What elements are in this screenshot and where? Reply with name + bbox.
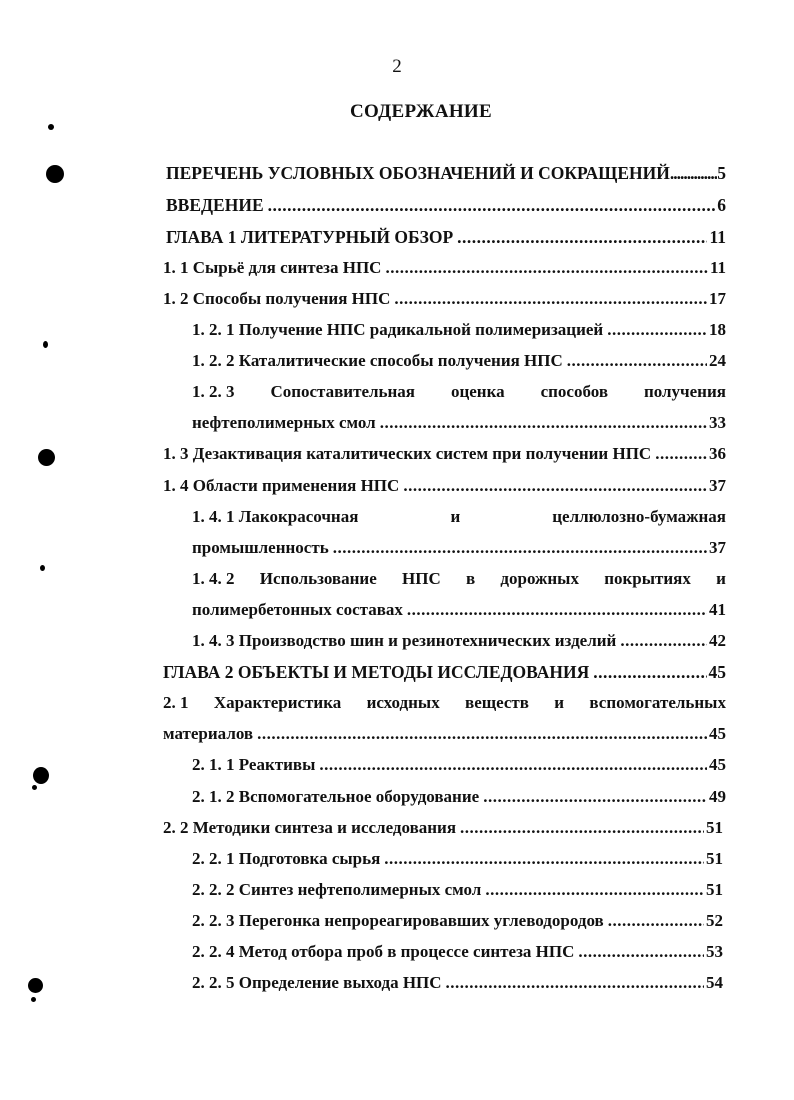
toc-entry-title: промышленность — [192, 538, 329, 557]
toc-entry-page: 37 — [709, 476, 726, 495]
toc-entry[interactable] — [192, 972, 723, 994]
toc-entry-first-line[interactable] — [192, 381, 726, 403]
punch-hole-mark — [28, 978, 43, 993]
toc-entry-first-line[interactable] — [192, 506, 726, 528]
dot-leader — [655, 443, 707, 465]
page-number: 2 — [392, 56, 402, 77]
toc-entry[interactable] — [163, 817, 723, 839]
toc-entry-page: 11 — [709, 258, 726, 277]
toc-entry-page: 49 — [709, 787, 726, 806]
toc-entry-page: 51 — [706, 849, 723, 868]
toc-entry-title: ПЕРЕЧЕНЬ УСЛОВНЫХ ОБОЗНАЧЕНИЙ И СОКРАЩЕНИЙ — [166, 163, 670, 183]
toc-entry-page: 45 — [709, 724, 726, 743]
dot-leader — [380, 412, 707, 434]
dot-leader — [385, 257, 707, 279]
toc-entry-page: 45 — [708, 662, 726, 682]
toc-entry[interactable] — [192, 630, 726, 652]
toc-entry-title: 2. 2. 2 Синтез нефтеполимерных смол — [192, 880, 482, 899]
toc-entry-title: 1. 2 Способы получения НПС — [163, 289, 391, 308]
toc-entry[interactable] — [166, 162, 726, 184]
dot-leader — [593, 661, 706, 683]
dot-leader — [607, 319, 707, 341]
toc-word: целлюлозно-бумажная — [552, 507, 726, 526]
toc-entry-title: ГЛАВА 1 ЛИТЕРАТУРНЫЙ ОБЗОР — [166, 227, 454, 247]
toc-entry-page: 42 — [709, 631, 726, 650]
dot-leader — [567, 350, 707, 372]
toc-entry[interactable] — [163, 443, 726, 465]
toc-entry[interactable] — [192, 350, 726, 372]
toc-word: веществ — [465, 693, 529, 712]
toc-word: Использование — [259, 569, 377, 588]
punch-hole-mark — [43, 341, 48, 348]
toc-entry[interactable] — [192, 786, 726, 808]
toc-word: покрытиях — [604, 569, 691, 588]
punch-hole-mark — [33, 767, 49, 784]
toc-entry-title: 1. 2. 2 Каталитические способы получения НПС — [192, 351, 563, 370]
dot-leader — [384, 848, 704, 870]
toc-entry[interactable] — [163, 288, 726, 310]
toc-word: дорожных — [500, 569, 579, 588]
toc-entry-page: 37 — [709, 538, 726, 557]
dot-leader — [483, 786, 707, 808]
toc-word: 1. 4. 1 Лакокрасочная — [192, 507, 359, 526]
toc-heading: СОДЕРЖАНИЕ — [350, 101, 492, 122]
toc-word: Сопоставительная — [270, 382, 416, 401]
toc-entry-title: 1. 4 Области применения НПС — [163, 476, 400, 495]
dot-leader — [446, 972, 704, 994]
toc-entry-title: 2. 1. 1 Реактивы — [192, 755, 316, 774]
toc-entry[interactable] — [163, 661, 726, 683]
dot-leader — [319, 754, 707, 776]
toc-entry-page: 18 — [709, 320, 726, 339]
toc-entry-page: 41 — [709, 600, 726, 619]
toc-entry-title: 2. 2. 1 Подготовка сырья — [192, 849, 381, 868]
toc-word: Характеристика — [213, 693, 342, 712]
toc-word: и — [450, 507, 461, 526]
toc-entry[interactable] — [192, 319, 726, 341]
toc-entry-page: 51 — [706, 880, 723, 899]
punch-hole-mark — [48, 124, 54, 130]
toc-entry-title: 2. 2. 4 Метод отбора проб в процессе синтеза НПС — [192, 942, 575, 961]
toc-word: оценка — [450, 382, 505, 401]
toc-entry[interactable] — [192, 754, 726, 776]
toc-entry-page: 6 — [717, 195, 726, 215]
dot-leader — [485, 879, 704, 901]
toc-entry-page: 24 — [709, 351, 726, 370]
toc-entry-title: 1. 3 Дезактивация каталитических систем при получении НПС — [163, 444, 652, 463]
toc-entry[interactable] — [192, 412, 726, 434]
toc-entry[interactable] — [192, 879, 723, 901]
toc-word: 1. 2. 3 — [192, 382, 235, 401]
punch-hole-mark — [31, 997, 36, 1002]
toc-entry-page: 5 — [717, 163, 726, 183]
dot-leader — [257, 723, 707, 745]
punch-hole-mark — [46, 165, 64, 183]
toc-entry-title: 1. 1 Сырьё для синтеза НПС — [163, 258, 382, 277]
toc-entry[interactable] — [192, 941, 723, 963]
toc-entry-page: 45 — [709, 755, 726, 774]
toc-entry[interactable] — [163, 475, 726, 497]
dot-leader — [670, 162, 717, 184]
toc-entry-title: нефтеполимерных смол — [192, 413, 376, 432]
dot-leader — [620, 630, 707, 652]
toc-entry-page: 54 — [706, 973, 723, 992]
toc-entry[interactable] — [192, 537, 726, 559]
toc-word: и — [554, 693, 565, 712]
punch-hole-mark — [32, 785, 37, 790]
toc-entry-page: 53 — [706, 942, 723, 961]
dot-leader — [407, 599, 707, 621]
toc-entry-page: 52 — [706, 911, 723, 930]
toc-word: и — [716, 569, 726, 588]
toc-entry-page: 51 — [706, 818, 723, 837]
toc-entry-title: ВВЕДЕНИЕ — [166, 195, 264, 215]
toc-word: НПС — [402, 569, 441, 588]
toc-entry-title: 2. 2. 3 Перегонка непрореагировавших углеводородов — [192, 911, 604, 930]
toc-entry-title: 2. 1. 2 Вспомогательное оборудование — [192, 787, 480, 806]
dot-leader — [457, 226, 707, 248]
toc-word: 2. 1 — [163, 693, 189, 712]
toc-entry-title: полимербетонных составах — [192, 600, 403, 619]
toc-word: в — [465, 569, 476, 588]
punch-hole-mark — [38, 449, 55, 466]
toc-entry-first-line[interactable] — [163, 692, 726, 714]
toc-word: исходных — [366, 693, 440, 712]
punch-hole-mark — [40, 565, 45, 571]
dot-leader — [578, 941, 704, 963]
toc-entry[interactable] — [192, 599, 726, 621]
dot-leader — [333, 537, 707, 559]
toc-word: получения — [643, 382, 726, 401]
toc-entry[interactable] — [192, 848, 723, 870]
toc-entry-page: 17 — [709, 289, 726, 308]
toc-entry-title: 2. 2. 5 Определение выхода НПС — [192, 973, 442, 992]
toc-word: 1. 4. 2 — [192, 569, 235, 588]
dot-leader — [394, 288, 707, 310]
toc-entry[interactable] — [163, 257, 726, 279]
dot-leader — [268, 194, 716, 216]
toc-entry[interactable] — [192, 910, 723, 932]
toc-entry[interactable] — [166, 226, 726, 248]
toc-entry[interactable] — [166, 194, 726, 216]
toc-entry-page: 11 — [709, 227, 726, 247]
dot-leader — [403, 475, 707, 497]
toc-entry-title: материалов — [163, 724, 254, 743]
toc-entry[interactable] — [163, 723, 726, 745]
toc-entry-title: ГЛАВА 2 ОБЪЕКТЫ И МЕТОДЫ ИССЛЕДОВАНИЯ — [163, 662, 590, 682]
toc-entry-page: 36 — [709, 444, 726, 463]
toc-entry-title: 1. 4. 3 Производство шин и резинотехнических изделий — [192, 631, 617, 650]
dot-leader — [608, 910, 704, 932]
toc-entry-title: 2. 2 Методики синтеза и исследования — [163, 818, 457, 837]
toc-entry-first-line[interactable] — [192, 568, 726, 590]
dot-leader — [460, 817, 704, 839]
toc-entry-title: 1. 2. 1 Получение НПС радикальной полимеризацией — [192, 320, 604, 339]
toc-entry-page: 33 — [709, 413, 726, 432]
toc-word: способов — [540, 382, 608, 401]
toc-word: вспомогательных — [589, 693, 726, 712]
